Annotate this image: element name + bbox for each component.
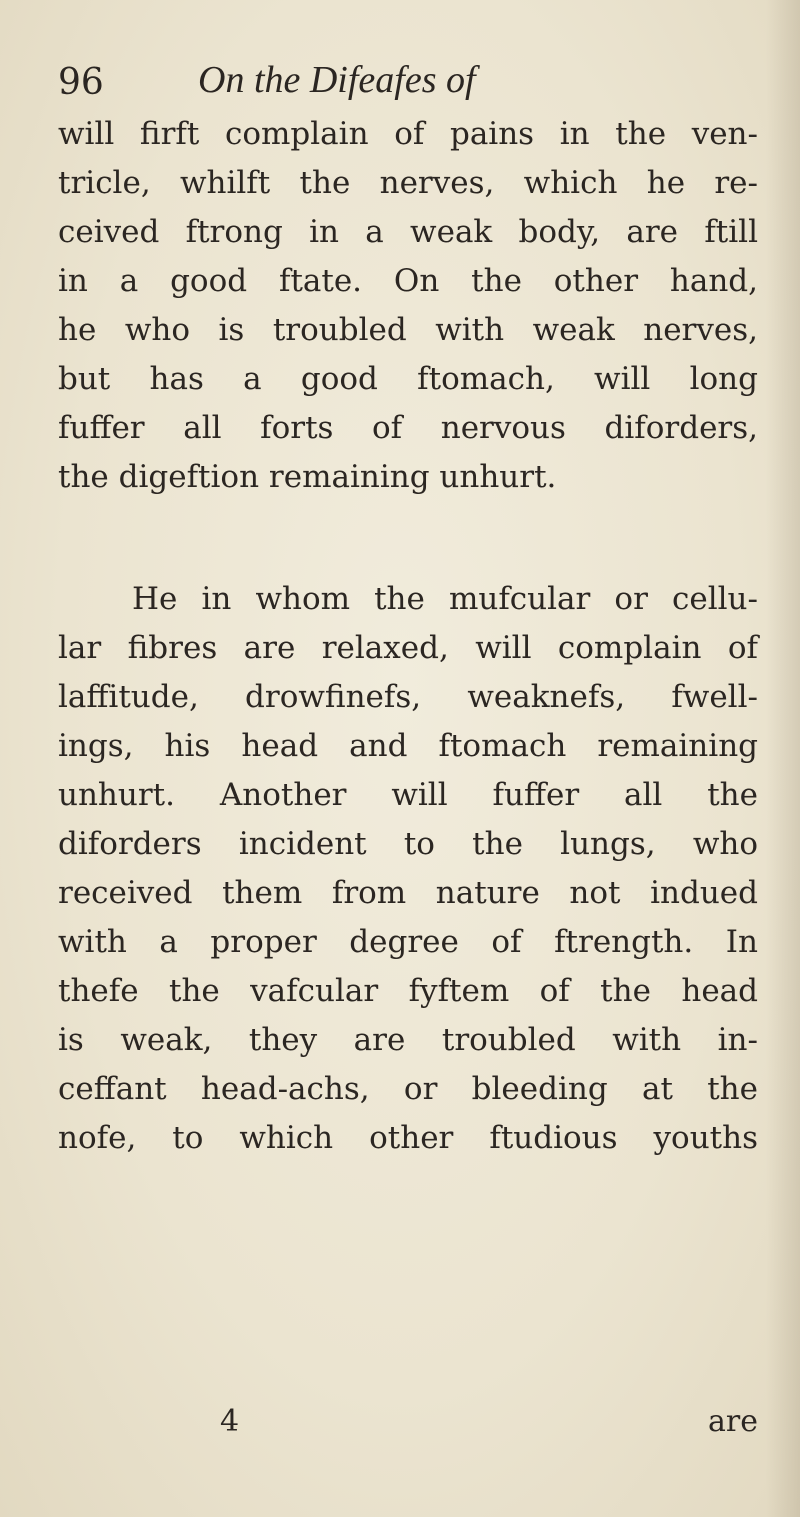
text-line: ings, his head and ftomach remaining — [58, 728, 758, 764]
text-line: thefe the vafcular fyftem of the head — [58, 973, 758, 1009]
text-line: tricle, whilft the nerves, which he re- — [58, 165, 758, 201]
page-footer — [58, 1404, 758, 1444]
text-line: nofe, to which other ftudious youths — [58, 1120, 758, 1156]
page-edge-shadow — [766, 0, 800, 1517]
catchword: are — [708, 1404, 758, 1439]
text-line: received them from nature not indued — [58, 875, 758, 911]
text-line: unhurt. Another will fuffer all the — [58, 777, 758, 813]
text-line: but has a good ftomach, will long — [58, 361, 758, 397]
text-line: ceived ftrong in a weak body, are ftill — [58, 214, 758, 250]
paragraph-gap — [58, 502, 758, 575]
text-line: in a good ftate. On the other hand, — [58, 263, 758, 299]
text-line: laffitude, drowfinefs, weaknefs, fwell- — [58, 679, 758, 715]
text-line: will firft complain of pains in the ven- — [58, 116, 758, 152]
text-line: is weak, they are troubled with in- — [58, 1022, 758, 1058]
text-line: diforders incident to the lungs, who — [58, 826, 758, 862]
text-line: fuffer all forts of nervous diforders, — [58, 410, 758, 446]
text-line: he who is troubled with weak nerves, — [58, 312, 758, 348]
text-line: He in whom the mufcular or cellu- — [132, 581, 758, 617]
page-number: 96 — [58, 62, 104, 103]
body-text — [58, 110, 758, 1163]
text-line: lar fibres are relaxed, will complain of — [58, 630, 758, 666]
text-line: the digeftion remaining unhurt. — [58, 459, 557, 495]
paragraph-1 — [58, 110, 758, 502]
text-line: ceffant head-achs, or bleeding at the — [58, 1071, 758, 1107]
running-header — [58, 58, 758, 108]
signature-mark: 4 — [220, 1404, 240, 1439]
paragraph-2 — [58, 575, 758, 1163]
text-line: with a proper degree of ftrength. In — [58, 924, 758, 960]
running-title: On the Difeafes of — [198, 59, 476, 101]
